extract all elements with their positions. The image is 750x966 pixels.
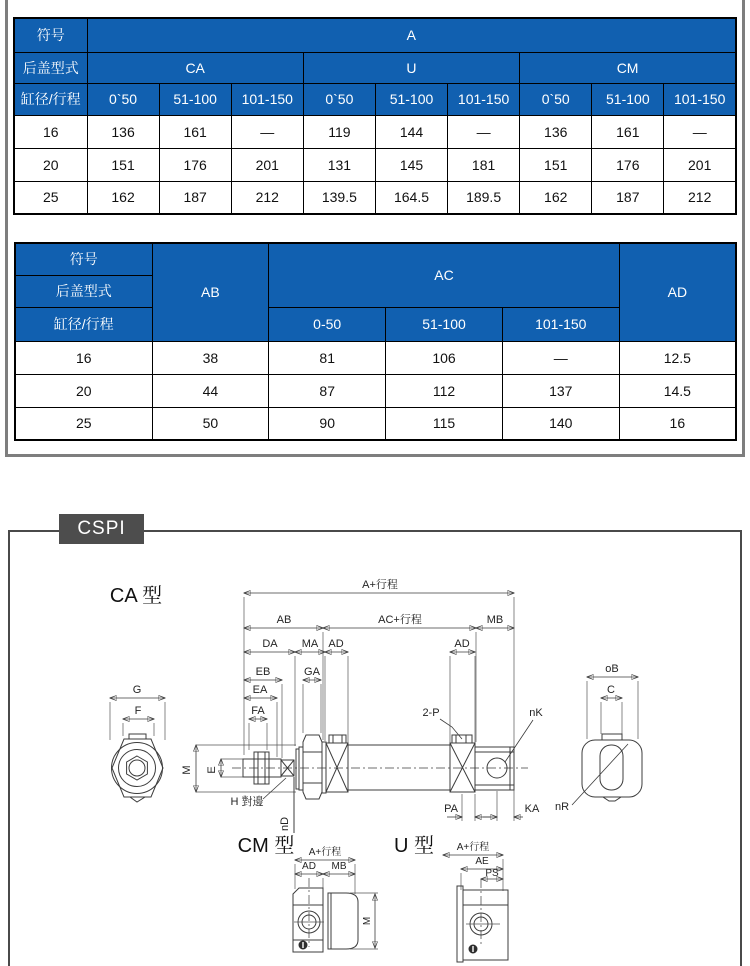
- cell: 176: [159, 148, 231, 181]
- cell: —: [448, 115, 520, 148]
- series-badge: CSPI: [59, 514, 144, 544]
- cell: 201: [231, 148, 303, 181]
- col-ad: AD: [619, 243, 736, 341]
- cell: 136: [520, 115, 592, 148]
- u-type-title: U 型: [394, 835, 434, 857]
- clevis-slot: [600, 745, 623, 790]
- stroke-col: 101-150: [664, 83, 736, 115]
- dim-ad: AD: [454, 638, 470, 650]
- dim-g: G: [132, 684, 142, 696]
- dim-ps: PS: [485, 868, 499, 879]
- cell: 81: [269, 341, 386, 374]
- dim-h-flats: H 對邊: [230, 796, 264, 808]
- bore-cell: 16: [14, 115, 87, 148]
- bore-cell: 20: [14, 148, 87, 181]
- ca-dimension-lines: [110, 577, 514, 719]
- cm-type-title: CM 型: [237, 835, 295, 857]
- dim-a-stroke: A+行程: [362, 579, 398, 591]
- ca-bottom-dims: [444, 791, 540, 821]
- symbol-value-a: A: [87, 18, 736, 52]
- dim-ga: GA: [304, 666, 320, 678]
- cell: 115: [386, 407, 503, 440]
- cell: 131: [303, 148, 375, 181]
- stroke-col: 0`50: [87, 83, 159, 115]
- cell: 136: [87, 115, 159, 148]
- cylinder-tube: [348, 745, 450, 790]
- dim-nr: nR: [554, 801, 570, 813]
- cell: 162: [87, 181, 159, 214]
- cell: 14.5: [619, 374, 736, 407]
- dim-ka: KA: [524, 803, 540, 815]
- cm-head-body: [293, 888, 323, 952]
- dim-a-stroke: A+行程: [308, 847, 342, 858]
- dim-two-p: 2-P: [422, 707, 440, 719]
- dim-nd: nD: [279, 816, 291, 832]
- dim-f: F: [134, 705, 142, 717]
- dim-pa: PA: [444, 803, 458, 815]
- ac-range: 51-100: [386, 307, 503, 341]
- clevis-end-body: [582, 740, 642, 797]
- rear-clevis: [475, 747, 514, 790]
- cell: 164.5: [375, 181, 447, 214]
- dim-nk: nK: [529, 707, 543, 719]
- bore-stroke-label: 缸径/行程: [14, 83, 87, 115]
- cell: 137: [502, 374, 619, 407]
- cell: 90: [269, 407, 386, 440]
- technical-drawing: [0, 555, 750, 966]
- u-rear-view: [443, 840, 508, 962]
- flange-washer: [299, 747, 303, 790]
- bore-cell: 25: [15, 407, 152, 440]
- cell: 144: [375, 115, 447, 148]
- cell: 161: [159, 115, 231, 148]
- dim-ad: AD: [302, 861, 316, 872]
- dimension-table-ab-ac-ad: [14, 242, 737, 441]
- stroke-col: 51-100: [159, 83, 231, 115]
- cover-type-u: U: [303, 52, 519, 83]
- col-ac: AC: [269, 243, 619, 307]
- dim-ad: AD: [328, 638, 344, 650]
- table-row: [15, 374, 736, 407]
- cell: 106: [386, 341, 503, 374]
- cell: 140: [502, 407, 619, 440]
- symbol-label: 符号: [14, 18, 87, 52]
- symbol-label: 符号: [15, 243, 152, 275]
- dimension-table-a: [13, 17, 737, 215]
- ca-type-title: CA 型: [109, 585, 163, 607]
- cell: —: [231, 115, 303, 148]
- mounting-nut: [303, 735, 322, 799]
- table-row: [14, 181, 736, 214]
- dim-ac-stroke: AC+行程: [378, 614, 422, 626]
- stroke-col: 0`50: [303, 83, 375, 115]
- cell: 187: [159, 181, 231, 214]
- cell: —: [664, 115, 736, 148]
- cell: 162: [520, 181, 592, 214]
- cell: 161: [592, 115, 664, 148]
- cell: 181: [448, 148, 520, 181]
- cell: 187: [592, 181, 664, 214]
- bore-cell: 25: [14, 181, 87, 214]
- cell: 176: [592, 148, 664, 181]
- cm-cap: [328, 893, 358, 949]
- ca-left-end-view: [112, 734, 164, 802]
- stroke-col: 101-150: [231, 83, 303, 115]
- cell: 189.5: [448, 181, 520, 214]
- dim-ae: AE: [475, 856, 489, 867]
- dim-eb: EB: [255, 666, 271, 678]
- cell: —: [502, 341, 619, 374]
- cell: 50: [152, 407, 269, 440]
- stroke-col: 101-150: [448, 83, 520, 115]
- stroke-col: 51-100: [375, 83, 447, 115]
- dim-c: C: [607, 684, 615, 696]
- cell: 145: [375, 148, 447, 181]
- dim-ab: AB: [276, 614, 292, 626]
- cell: 119: [303, 115, 375, 148]
- dim-da: DA: [262, 638, 278, 650]
- ac-range: 0-50: [269, 307, 386, 341]
- u-flange: [457, 886, 463, 962]
- cell: 38: [152, 341, 269, 374]
- table-row: [15, 341, 736, 374]
- ca-extension-lines: [110, 597, 514, 821]
- cell: 44: [152, 374, 269, 407]
- front-port-boss: [329, 735, 346, 743]
- cell: 212: [664, 181, 736, 214]
- stroke-col: 0`50: [520, 83, 592, 115]
- spec-tables-panel: [5, 0, 745, 457]
- stroke-col: 51-100: [592, 83, 664, 115]
- cell: 16: [619, 407, 736, 440]
- bore-cell: 20: [15, 374, 152, 407]
- ac-range: 101-150: [502, 307, 619, 341]
- cell: 87: [269, 374, 386, 407]
- dim-ea: EA: [252, 684, 268, 696]
- dim-m: M: [181, 765, 193, 775]
- dim-fa: FA: [251, 705, 265, 717]
- cell: 139.5: [303, 181, 375, 214]
- cover-type-label: 后盖型式: [14, 52, 87, 83]
- cover-type-label: 后盖型式: [15, 275, 152, 307]
- cell: 151: [520, 148, 592, 181]
- dim-ob: oB: [605, 663, 619, 675]
- cell: 151: [87, 148, 159, 181]
- table-row: [15, 407, 736, 440]
- dim-a-stroke: A+行程: [456, 842, 490, 853]
- ca-right-end-view: [555, 663, 642, 813]
- cell: 12.5: [619, 341, 736, 374]
- dim-ma: MA: [301, 638, 319, 650]
- table-row: [14, 148, 736, 181]
- dim-e: E: [206, 766, 218, 774]
- bore-stroke-label: 缸径/行程: [15, 307, 152, 341]
- cover-type-ca: CA: [87, 52, 303, 83]
- dim-mb: MB: [486, 614, 504, 626]
- cover-type-cm: CM: [520, 52, 736, 83]
- table-row: [14, 115, 736, 148]
- dim-m: M: [362, 916, 373, 926]
- bore-cell: 16: [15, 341, 152, 374]
- dim-mb: MB: [331, 861, 347, 872]
- cell: 212: [231, 181, 303, 214]
- ca-cylinder-side-view: [232, 735, 528, 833]
- cm-rear-view: [293, 845, 378, 952]
- cell: 201: [664, 148, 736, 181]
- col-ab: AB: [152, 243, 269, 341]
- cell: 112: [386, 374, 503, 407]
